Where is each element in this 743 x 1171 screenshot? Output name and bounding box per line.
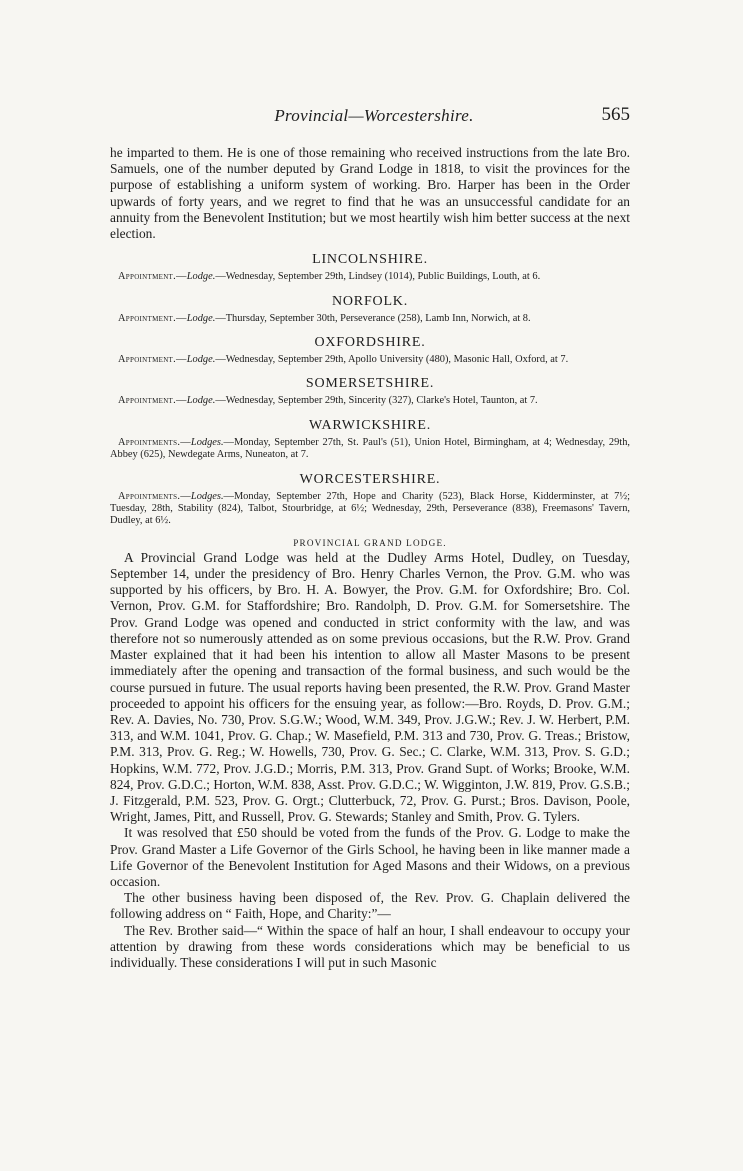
- notice-text: —Monday, September 27th, St. Paul's (51), Union Hotel, Birmingham, at 4; Wednesday, 29th, Abbey (625), Newdegate Arms, Nuneaton, at 7.: [110, 436, 630, 461]
- page-content: [110, 145, 630, 971]
- appointment-notice: [110, 313, 630, 325]
- notice-text: —Thursday, September 30th, Perseverance (258), Lamb Inn, Norwich, at 8.: [215, 312, 531, 324]
- report-paragraph: It was resolved that £50 should be voted from the funds of the Prov. G. Lodge to make the Prov. Grand Master a Life Governor of the Girls School, he having been in like manner made a Life Governor of the Benevolent Institution for Aged Masons and their Widows, on a previous occasion.: [110, 825, 630, 889]
- notice-lead: Appointment.—: [118, 354, 187, 366]
- county-title: SOMERSETSHIRE.: [305, 376, 435, 392]
- notice-kind: Lodge.: [186, 354, 216, 366]
- appointment-notice: [110, 271, 630, 283]
- section-title: PROVINCIAL GRAND LODGE.: [293, 537, 447, 548]
- notice-lead: Appointments.—: [118, 436, 191, 448]
- notice-kind: Lodges.: [190, 436, 224, 448]
- page-number: 565: [601, 104, 630, 125]
- report-paragraph: A Provincial Grand Lodge was held at the Dudley Arms Hotel, Dudley, on Tuesday, September 14, under the presidency of Bro. Henry Charles Vernon, the Prov. G.M. who was supported by his officers, by Bro. H. A. Bowyer, the Prov. G.M. for Oxfordshire; Bro. Col. Vernon, Prov. G.M. for Staffordshire; Bro. Randolph, D. Prov. G.M. for Somersetshire. The Prov. Grand Lodge was opened and conducted in strict conformity with the law, and was therefore not so numerously attended as on some previous occasions, but the R.W. Prov. Grand Master explained that it had been his intention to allow all Master Masons to be present immediately after the opening and transaction of the formal business, and such would be the course pursued in future. The usual reports having been presented, the R.W. Prov. Grand Master proceeded to appoint his officers for the ensuing year, as follow:—Bro. Royds, D. Prov. G.M.; Rev. A. Davies, No. 730, Prov. S.G.W.; Wood, W.M. 349, Prov. J.G.W.; Rev. J. W. Herbert, P.M. 313, and W.M. 1041, Prov. G. Chap.; W. Masefield, P.M. 313 and 730, Prov. G. Treas.; Bristow, P.M. 313, Prov. G. Reg.; W. Howells, 730, Prov. G. Sec.; C. Clarke, W.M. 313, Prov. S. G.D.; Hopkins, W.M. 772, Prov. J.G.D.; Morris, P.M. 313, Prov. Grand Supt. of Works; Brooke, W.M. 824, Prov. G.D.C.; Horton, W.M. 838, Asst. Prov. G.D.C.; W. Wigginton, J.W. 819, Prov. G.S.B.; J. Fitzgerald, P.M. 523, Prov. G. Orgt.; Clutterbuck, 72, Prov. G. Purst.; Bros. Davison, Poole, Wright, James, Pitt, and Russell, Prov. G. Stewards; Stanley and Smith, Prov. G. Tylers.: [110, 549, 630, 825]
- county-title: WARWICKSHIRE.: [308, 417, 431, 433]
- appointment-notice: [110, 354, 630, 366]
- notice-text: —Wednesday, September 29th, Lindsey (1014), Public Buildings, Louth, at 6.: [215, 271, 541, 283]
- report-paragraph: The Rev. Brother said—“ Within the space of half an hour, I shall endeavour to occupy your attention by drawing from these words considerations which may be beneficial to us individually. These considerations I will put in such Masonic: [110, 922, 630, 970]
- intro-paragraph: he imparted to them. He is one of those remaining who received instructions from the late Bro. Samuels, one of the number deputed by Grand Lodge in 1818, to visit the provinces for the purpose of establishing a uniform system of working. Bro. Harper has been in the Order upwards of forty years, and we regret to find that he was an unsuccessful candidate for an annuity from the Benevolent Institution; but we most heartily wish him better success at the next election.: [110, 145, 630, 242]
- notice-lead: Appointment.—: [118, 395, 187, 407]
- report-paragraph: The other business having been disposed of, the Rev. Prov. G. Chaplain delivered the following address on “ Faith, Hope, and Charity:”—: [110, 890, 630, 922]
- page-header: [100, 106, 648, 132]
- county-section-lincolnshire: [110, 252, 630, 283]
- notice-lead: Appointments.—: [118, 490, 191, 502]
- county-section-oxfordshire: [110, 335, 630, 366]
- appointment-notice: [110, 491, 630, 528]
- appointment-notice: [110, 395, 630, 407]
- notice-lead: Appointment.—: [118, 312, 187, 324]
- county-section-somersetshire: [110, 376, 630, 407]
- county-title: NORFOLK.: [331, 293, 409, 309]
- notice-kind: Lodge.: [186, 395, 216, 407]
- notice-kind: Lodges.: [190, 490, 224, 502]
- notice-text: —Wednesday, September 29th, Apollo University (480), Masonic Hall, Oxford, at 7.: [215, 354, 569, 366]
- appointment-notice: [110, 437, 630, 462]
- notice-text: —Wednesday, September 29th, Sincerity (327), Clarke's Hotel, Taunton, at 7.: [215, 395, 538, 407]
- notice-kind: Lodge.: [186, 271, 216, 283]
- county-section-worcestershire: [110, 472, 630, 528]
- notice-text: —Monday, September 27th, Hope and Charity (523), Black Horse, Kidderminster, at 7½; Tuesday, 28th, Stability (824), Talbot, Stourbridge, at 6½; Wednesday, 29th, Perseverance (838), Freemasons' Tavern, Dudley, at 6½.: [110, 490, 630, 527]
- notice-lead: Appointment.—: [118, 271, 187, 283]
- running-title: Provincial—Worcestershire.: [274, 106, 474, 125]
- county-section-warwickshire: [110, 418, 630, 462]
- county-title: OXFORDSHIRE.: [314, 335, 426, 351]
- provincial-grand-lodge-section: [110, 538, 630, 971]
- county-title: WORCESTERSHIRE.: [299, 471, 441, 487]
- notice-kind: Lodge.: [186, 312, 216, 324]
- county-section-norfolk: [110, 294, 630, 325]
- county-title: LINCOLNSHIRE.: [312, 252, 428, 268]
